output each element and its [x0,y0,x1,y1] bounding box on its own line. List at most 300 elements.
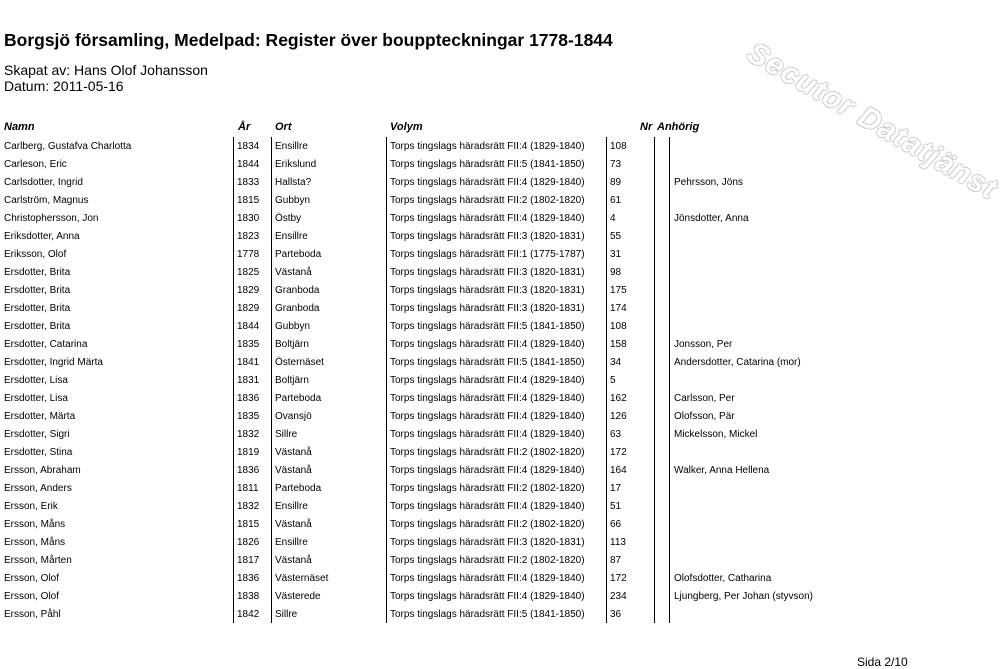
column-header-nr: Nr [640,121,653,133]
cell-ar: 1838 [237,591,260,602]
cell-volym: Torps tingslags häradsrätt FII:5 (1841-1850) [390,357,585,368]
column-divider [386,443,387,461]
column-divider [386,353,387,371]
cell-namn: Ersson, Måns [4,537,66,548]
column-divider [233,227,234,245]
column-divider [233,551,234,569]
cell-ort: Hallsta? [275,177,312,188]
table-row [0,587,960,605]
column-divider [271,173,272,191]
column-divider [386,551,387,569]
cell-ort: Sillre [275,429,298,440]
cell-nr: 73 [610,159,622,170]
column-divider [606,605,607,623]
column-divider [233,155,234,173]
cell-volym: Torps tingslags häradsrätt FII:4 (1829-1840) [390,573,585,584]
column-divider [669,281,670,299]
column-divider [233,605,234,623]
cell-ar: 1836 [237,465,260,476]
cell-nr: 172 [610,573,627,584]
column-divider [386,533,387,551]
cell-ar: 1815 [237,195,260,206]
cell-anhorig: Carlsson, Per [674,393,735,404]
table-row [0,551,960,569]
column-divider [669,317,670,335]
cell-namn: Ersdotter, Stina [4,447,73,458]
column-divider [386,191,387,209]
column-divider [271,227,272,245]
cell-ar: 1835 [237,411,260,422]
page-number: Sida 2/10 [857,655,908,669]
column-divider [271,515,272,533]
table-row [0,497,960,515]
column-divider [233,371,234,389]
cell-namn: Carlsdotter, Ingrid [4,177,83,188]
cell-nr: 108 [610,141,627,152]
cell-volym: Torps tingslags häradsrätt FII:3 (1820-1831) [390,303,585,314]
cell-volym: Torps tingslags häradsrätt FII:4 (1829-1840) [390,339,585,350]
column-divider [669,497,670,515]
cell-nr: 164 [610,465,627,476]
cell-ar: 1815 [237,519,260,530]
table-header [0,121,960,137]
cell-ort: Boltjärn [275,375,309,386]
column-divider [669,407,670,425]
table-row [0,407,960,425]
column-divider [669,299,670,317]
column-divider [271,335,272,353]
column-divider [271,497,272,515]
column-divider [271,353,272,371]
cell-volym: Torps tingslags häradsrätt FII:4 (1829-1840) [390,501,585,512]
cell-nr: 175 [610,285,627,296]
column-divider [654,137,655,155]
column-divider [669,173,670,191]
column-divider [606,263,607,281]
cell-ar: 1829 [237,285,260,296]
column-divider [669,461,670,479]
cell-ort: Gubbyn [275,321,311,332]
column-divider [654,281,655,299]
cell-volym: Torps tingslags häradsrätt FII:3 (1820-1831) [390,231,585,242]
cell-volym: Torps tingslags häradsrätt FII:3 (1820-1831) [390,537,585,548]
cell-volym: Torps tingslags häradsrätt FII:5 (1841-1850) [390,321,585,332]
column-divider [271,281,272,299]
cell-anhorig: Olofsson, Pär [674,411,735,422]
cell-ort: Erikslund [275,159,317,170]
cell-ar: 1835 [237,339,260,350]
column-divider [606,533,607,551]
column-divider [654,425,655,443]
table-row [0,371,960,389]
cell-ort: Sillre [275,609,298,620]
created-by: Skapat av: Hans Olof Johansson [4,62,208,78]
column-divider [271,407,272,425]
column-divider [233,497,234,515]
column-divider [386,497,387,515]
column-divider [386,227,387,245]
column-divider [606,515,607,533]
cell-ort: Västerede [275,591,321,602]
column-divider [606,227,607,245]
created-date: Datum: 2011-05-16 [4,78,124,94]
column-divider [654,209,655,227]
column-divider [386,425,387,443]
cell-ort: Västanå [275,267,312,278]
cell-ar: 1817 [237,555,260,566]
column-divider [386,209,387,227]
column-divider [271,155,272,173]
column-divider [654,173,655,191]
cell-namn: Ersson, Olof [4,573,60,584]
cell-ar: 1844 [237,321,260,332]
cell-nr: 174 [610,303,627,314]
column-divider [654,389,655,407]
column-divider [654,317,655,335]
column-divider [669,155,670,173]
column-divider [606,299,607,317]
column-divider [386,407,387,425]
cell-nr: 126 [610,411,627,422]
cell-anhorig: Walker, Anna Hellena [674,465,770,476]
column-divider [233,461,234,479]
column-divider [233,209,234,227]
cell-nr: 87 [610,555,622,566]
column-divider [386,461,387,479]
cell-nr: 17 [610,483,622,494]
cell-ar: 1836 [237,573,260,584]
column-divider [271,299,272,317]
cell-namn: Carlberg, Gustafva Charlotta [4,141,132,152]
cell-nr: 158 [610,339,627,350]
cell-ar: 1831 [237,375,260,386]
cell-ort: Parteboda [275,483,322,494]
cell-volym: Torps tingslags häradsrätt FII:2 (1802-1820) [390,519,585,530]
table-row [0,299,960,317]
cell-namn: Ersdotter, Brita [4,285,71,296]
table-row [0,173,960,191]
column-divider [386,245,387,263]
cell-ort: Västanå [275,519,312,530]
column-divider [386,155,387,173]
column-divider [606,569,607,587]
cell-volym: Torps tingslags häradsrätt FII:4 (1829-1840) [390,393,585,404]
cell-volym: Torps tingslags häradsrätt FII:4 (1829-1840) [390,213,585,224]
cell-namn: Ersdotter, Brita [4,267,71,278]
cell-nr: 5 [610,375,616,386]
column-divider [654,155,655,173]
column-divider [606,155,607,173]
column-divider [233,335,234,353]
cell-ort: Ensillre [275,501,308,512]
cell-ar: 1844 [237,159,260,170]
cell-ort: Parteboda [275,393,322,404]
watermark-logo: Secutor Datatjänst [741,36,1003,207]
table-row [0,191,960,209]
column-header-namn: Namn [4,121,35,133]
column-divider [669,569,670,587]
column-header-ort: Ort [275,121,292,133]
table-row [0,281,960,299]
cell-ort: Granboda [275,285,320,296]
cell-namn: Ersdotter, Sigri [4,429,70,440]
column-divider [233,245,234,263]
cell-ar: 1833 [237,177,260,188]
cell-volym: Torps tingslags häradsrätt FII:1 (1775-1787) [390,249,585,260]
cell-ort: Boltjärn [275,339,309,350]
column-divider [654,263,655,281]
column-divider [271,191,272,209]
column-divider [606,335,607,353]
cell-ort: Parteboda [275,249,322,260]
column-divider [233,479,234,497]
cell-anhorig: Olofsdotter, Catharina [674,573,772,584]
column-divider [654,227,655,245]
cell-ar: 1819 [237,447,260,458]
column-divider [271,425,272,443]
cell-ort: Västanå [275,447,312,458]
table-row [0,479,960,497]
cell-namn: Eriksdotter, Anna [4,231,80,242]
column-divider [606,461,607,479]
table-row [0,317,960,335]
table-row [0,605,960,623]
column-header-anhorig: Anhörig [657,121,700,133]
cell-ar: 1830 [237,213,260,224]
column-divider [271,587,272,605]
cell-nr: 172 [610,447,627,458]
column-divider [271,461,272,479]
cell-namn: Ersdotter, Lisa [4,393,68,404]
cell-ort: Västanå [275,465,312,476]
cell-ar: 1826 [237,537,260,548]
column-divider [606,209,607,227]
cell-namn: Ersdotter, Brita [4,321,71,332]
cell-ar: 1842 [237,609,260,620]
column-divider [606,389,607,407]
column-divider [233,173,234,191]
table-row [0,533,960,551]
column-divider [669,605,670,623]
cell-namn: Ersson, Mårten [4,555,72,566]
cell-anhorig: Jonsson, Per [674,339,733,350]
cell-namn: Christophersson, Jon [4,213,99,224]
cell-namn: Ersdotter, Lisa [4,375,68,386]
column-divider [654,569,655,587]
cell-volym: Torps tingslags häradsrätt FII:2 (1802-1820) [390,195,585,206]
cell-namn: Eriksson, Olof [4,249,67,260]
column-divider [606,281,607,299]
column-divider [606,245,607,263]
cell-volym: Torps tingslags häradsrätt FII:2 (1802-1820) [390,447,585,458]
table-row [0,263,960,281]
column-divider [386,515,387,533]
column-divider [386,587,387,605]
cell-volym: Torps tingslags häradsrätt FII:5 (1841-1850) [390,159,585,170]
cell-ort: Ovansjö [275,411,312,422]
column-divider [386,371,387,389]
cell-nr: 4 [610,213,616,224]
cell-ar: 1811 [237,483,259,494]
cell-nr: 98 [610,267,622,278]
column-divider [606,353,607,371]
column-divider [271,605,272,623]
column-divider [606,479,607,497]
column-divider [271,443,272,461]
cell-volym: Torps tingslags häradsrätt FII:4 (1829-1840) [390,411,585,422]
column-divider [271,389,272,407]
column-divider [606,191,607,209]
cell-ort: Västanå [275,555,312,566]
cell-ar: 1836 [237,393,260,404]
cell-namn: Ersson, Erik [4,501,58,512]
table-row [0,389,960,407]
column-divider [606,371,607,389]
column-divider [233,263,234,281]
column-divider [386,569,387,587]
column-divider [271,317,272,335]
column-divider [386,389,387,407]
column-divider [271,263,272,281]
column-divider [271,479,272,497]
table-row [0,425,960,443]
column-divider [654,335,655,353]
cell-nr: 162 [610,393,627,404]
column-divider [669,425,670,443]
column-divider [606,443,607,461]
column-divider [271,533,272,551]
column-divider [233,443,234,461]
column-divider [271,371,272,389]
cell-ar: 1832 [237,429,260,440]
column-divider [669,587,670,605]
column-divider [233,281,234,299]
cell-ort: Ensillre [275,231,308,242]
column-divider [606,173,607,191]
cell-anhorig: Pehrsson, Jöns [674,177,743,188]
column-divider [271,245,272,263]
column-divider [233,299,234,317]
column-divider [654,371,655,389]
column-divider [271,551,272,569]
cell-ar: 1825 [237,267,260,278]
column-divider [233,569,234,587]
table-row [0,515,960,533]
cell-namn: Ersdotter, Brita [4,303,71,314]
column-divider [606,137,607,155]
column-divider [386,317,387,335]
column-divider [271,209,272,227]
cell-namn: Ersdotter, Märta [4,411,76,422]
page-title: Borgsjö församling, Medelpad: Register över bouppteckningar 1778-1844 [4,30,613,50]
column-divider [654,515,655,533]
cell-namn: Ersson, Måns [4,519,66,530]
column-divider [654,191,655,209]
column-divider [669,371,670,389]
cell-nr: 66 [610,519,622,530]
column-divider [606,587,607,605]
column-divider [669,209,670,227]
column-divider [606,497,607,515]
cell-volym: Torps tingslags häradsrätt FII:2 (1802-1820) [390,555,585,566]
column-divider [386,137,387,155]
column-divider [669,443,670,461]
column-divider [654,497,655,515]
cell-volym: Torps tingslags häradsrätt FII:2 (1802-1820) [390,483,585,494]
column-divider [669,245,670,263]
cell-nr: 31 [610,249,622,260]
cell-ar: 1832 [237,501,260,512]
cell-namn: Carlström, Magnus [4,195,89,206]
table-row [0,443,960,461]
cell-ort: Ensillre [275,141,308,152]
column-divider [271,137,272,155]
cell-volym: Torps tingslags häradsrätt FII:3 (1820-1831) [390,285,585,296]
column-divider [669,551,670,569]
cell-nr: 89 [610,177,622,188]
column-divider [654,353,655,371]
column-divider [386,335,387,353]
column-divider [606,317,607,335]
cell-volym: Torps tingslags häradsrätt FII:4 (1829-1840) [390,177,585,188]
cell-nr: 113 [610,537,626,548]
table-row [0,209,960,227]
column-divider [654,587,655,605]
table-row [0,353,960,371]
column-divider [386,479,387,497]
column-divider [669,191,670,209]
table-row [0,245,960,263]
cell-nr: 36 [610,609,622,620]
column-divider [386,299,387,317]
column-divider [606,425,607,443]
column-divider [654,461,655,479]
cell-volym: Torps tingslags häradsrätt FII:4 (1829-1840) [390,375,585,386]
cell-anhorig: Andersdotter, Catarina (mor) [674,357,801,368]
column-divider [606,407,607,425]
column-divider [386,263,387,281]
cell-nr: 34 [610,357,622,368]
column-divider [654,551,655,569]
cell-volym: Torps tingslags häradsrätt FII:4 (1829-1840) [390,465,585,476]
cell-ort: Gubbyn [275,195,311,206]
column-divider [654,533,655,551]
column-header-ar: År [238,121,251,133]
column-divider [233,533,234,551]
cell-volym: Torps tingslags häradsrätt FII:4 (1829-1840) [390,591,585,602]
column-divider [233,317,234,335]
column-divider [386,605,387,623]
cell-namn: Ersson, Påhl [4,609,61,620]
table-row [0,461,960,479]
cell-anhorig: Mickelsson, Mickel [674,429,758,440]
column-divider [654,605,655,623]
column-divider [233,191,234,209]
column-divider [669,137,670,155]
cell-nr: 108 [610,321,627,332]
column-divider [654,407,655,425]
cell-volym: Torps tingslags häradsrätt FII:4 (1829-1840) [390,141,585,152]
cell-ar: 1823 [237,231,260,242]
cell-ar: 1834 [237,141,260,152]
column-divider [669,389,670,407]
column-divider [669,353,670,371]
column-divider [233,353,234,371]
column-divider [233,389,234,407]
column-divider [669,335,670,353]
cell-namn: Ersdotter, Catarina [4,339,88,350]
cell-nr: 51 [610,501,622,512]
